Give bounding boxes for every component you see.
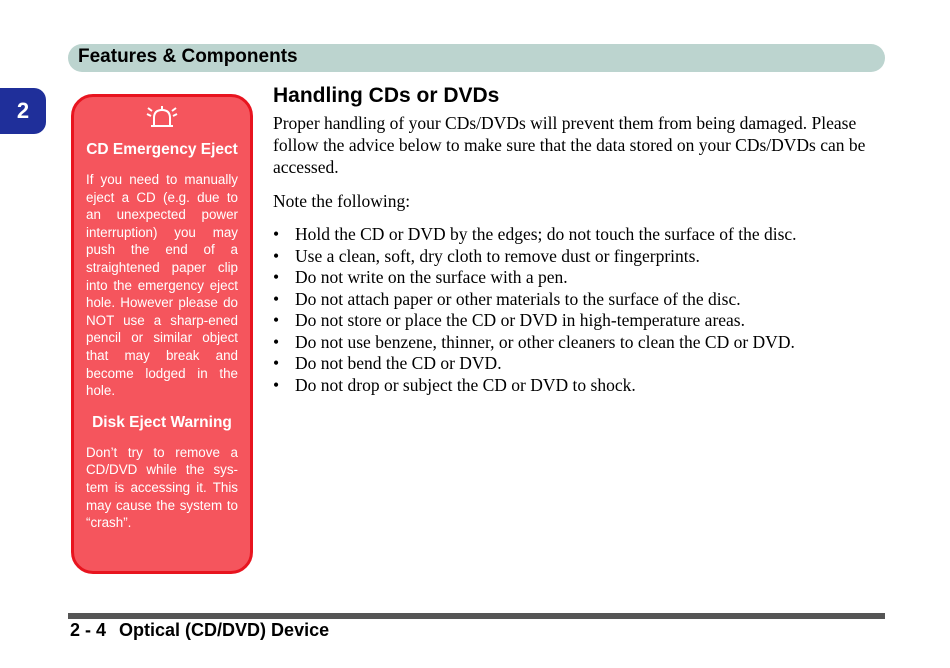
bullet-list (273, 224, 887, 396)
list-item: • Use a clean, soft, dry cloth to remove dust or fingerprints. (273, 246, 887, 268)
list-item: • Hold the CD or DVD by the edges; do not touch the surface of the disc. (273, 224, 887, 246)
footer-rule (68, 613, 885, 619)
list-item: • Do not use benzene, thinner, or other cleaners to clean the CD or DVD. (273, 332, 887, 354)
section-title: Handling CDs or DVDs (273, 84, 500, 107)
warning-bell-icon (86, 105, 238, 137)
sidebar-heading-disk-eject-warning: Disk Eject Warning (92, 413, 232, 431)
list-item: • Do not bend the CD or DVD. (273, 353, 887, 375)
header-title: Features & Components (78, 46, 298, 67)
list-item: • Do not store or place the CD or DVD in high-temperature areas. (273, 310, 887, 332)
footer (70, 620, 329, 641)
footer-section-title: Optical (CD/DVD) Device (119, 620, 330, 640)
list-item: • Do not attach paper or other materials to the surface of the disc. (273, 289, 887, 311)
header-bar (68, 44, 885, 72)
chapter-tab: 2 (0, 88, 46, 134)
list-item: • Do not drop or subject the CD or DVD to shock. (273, 375, 887, 397)
page-number: 2 - 4 (70, 620, 107, 640)
list-item: • Do not write on the surface with a pen. (273, 267, 887, 289)
main-content (273, 84, 887, 396)
sidebar-text-disk-eject-warning: Don’t try to remove a CD/DVD while the sys-tem is accessing it. This may cause the system to “crash”. (86, 444, 238, 531)
warning-sidebar (71, 94, 253, 574)
intro-paragraph: Proper handling of your CDs/DVDs will prevent them from being damaged. Please follow the advice below to make sure that the data stored on your CDs/DVDs can be accessed. (273, 113, 866, 177)
note-paragraph: Note the following: (273, 191, 411, 211)
sidebar-text-emergency-eject: If you need to manually eject a CD (e.g. due to an unexpected power interruption) you may push the end of a straightened paper clip into the emergency eject hole. However please do NOT use a sharp-ened pencil or similar object that may break and become lodged in the hole. (86, 172, 238, 399)
sidebar-heading-emergency-eject: CD Emergency Eject (86, 141, 238, 158)
